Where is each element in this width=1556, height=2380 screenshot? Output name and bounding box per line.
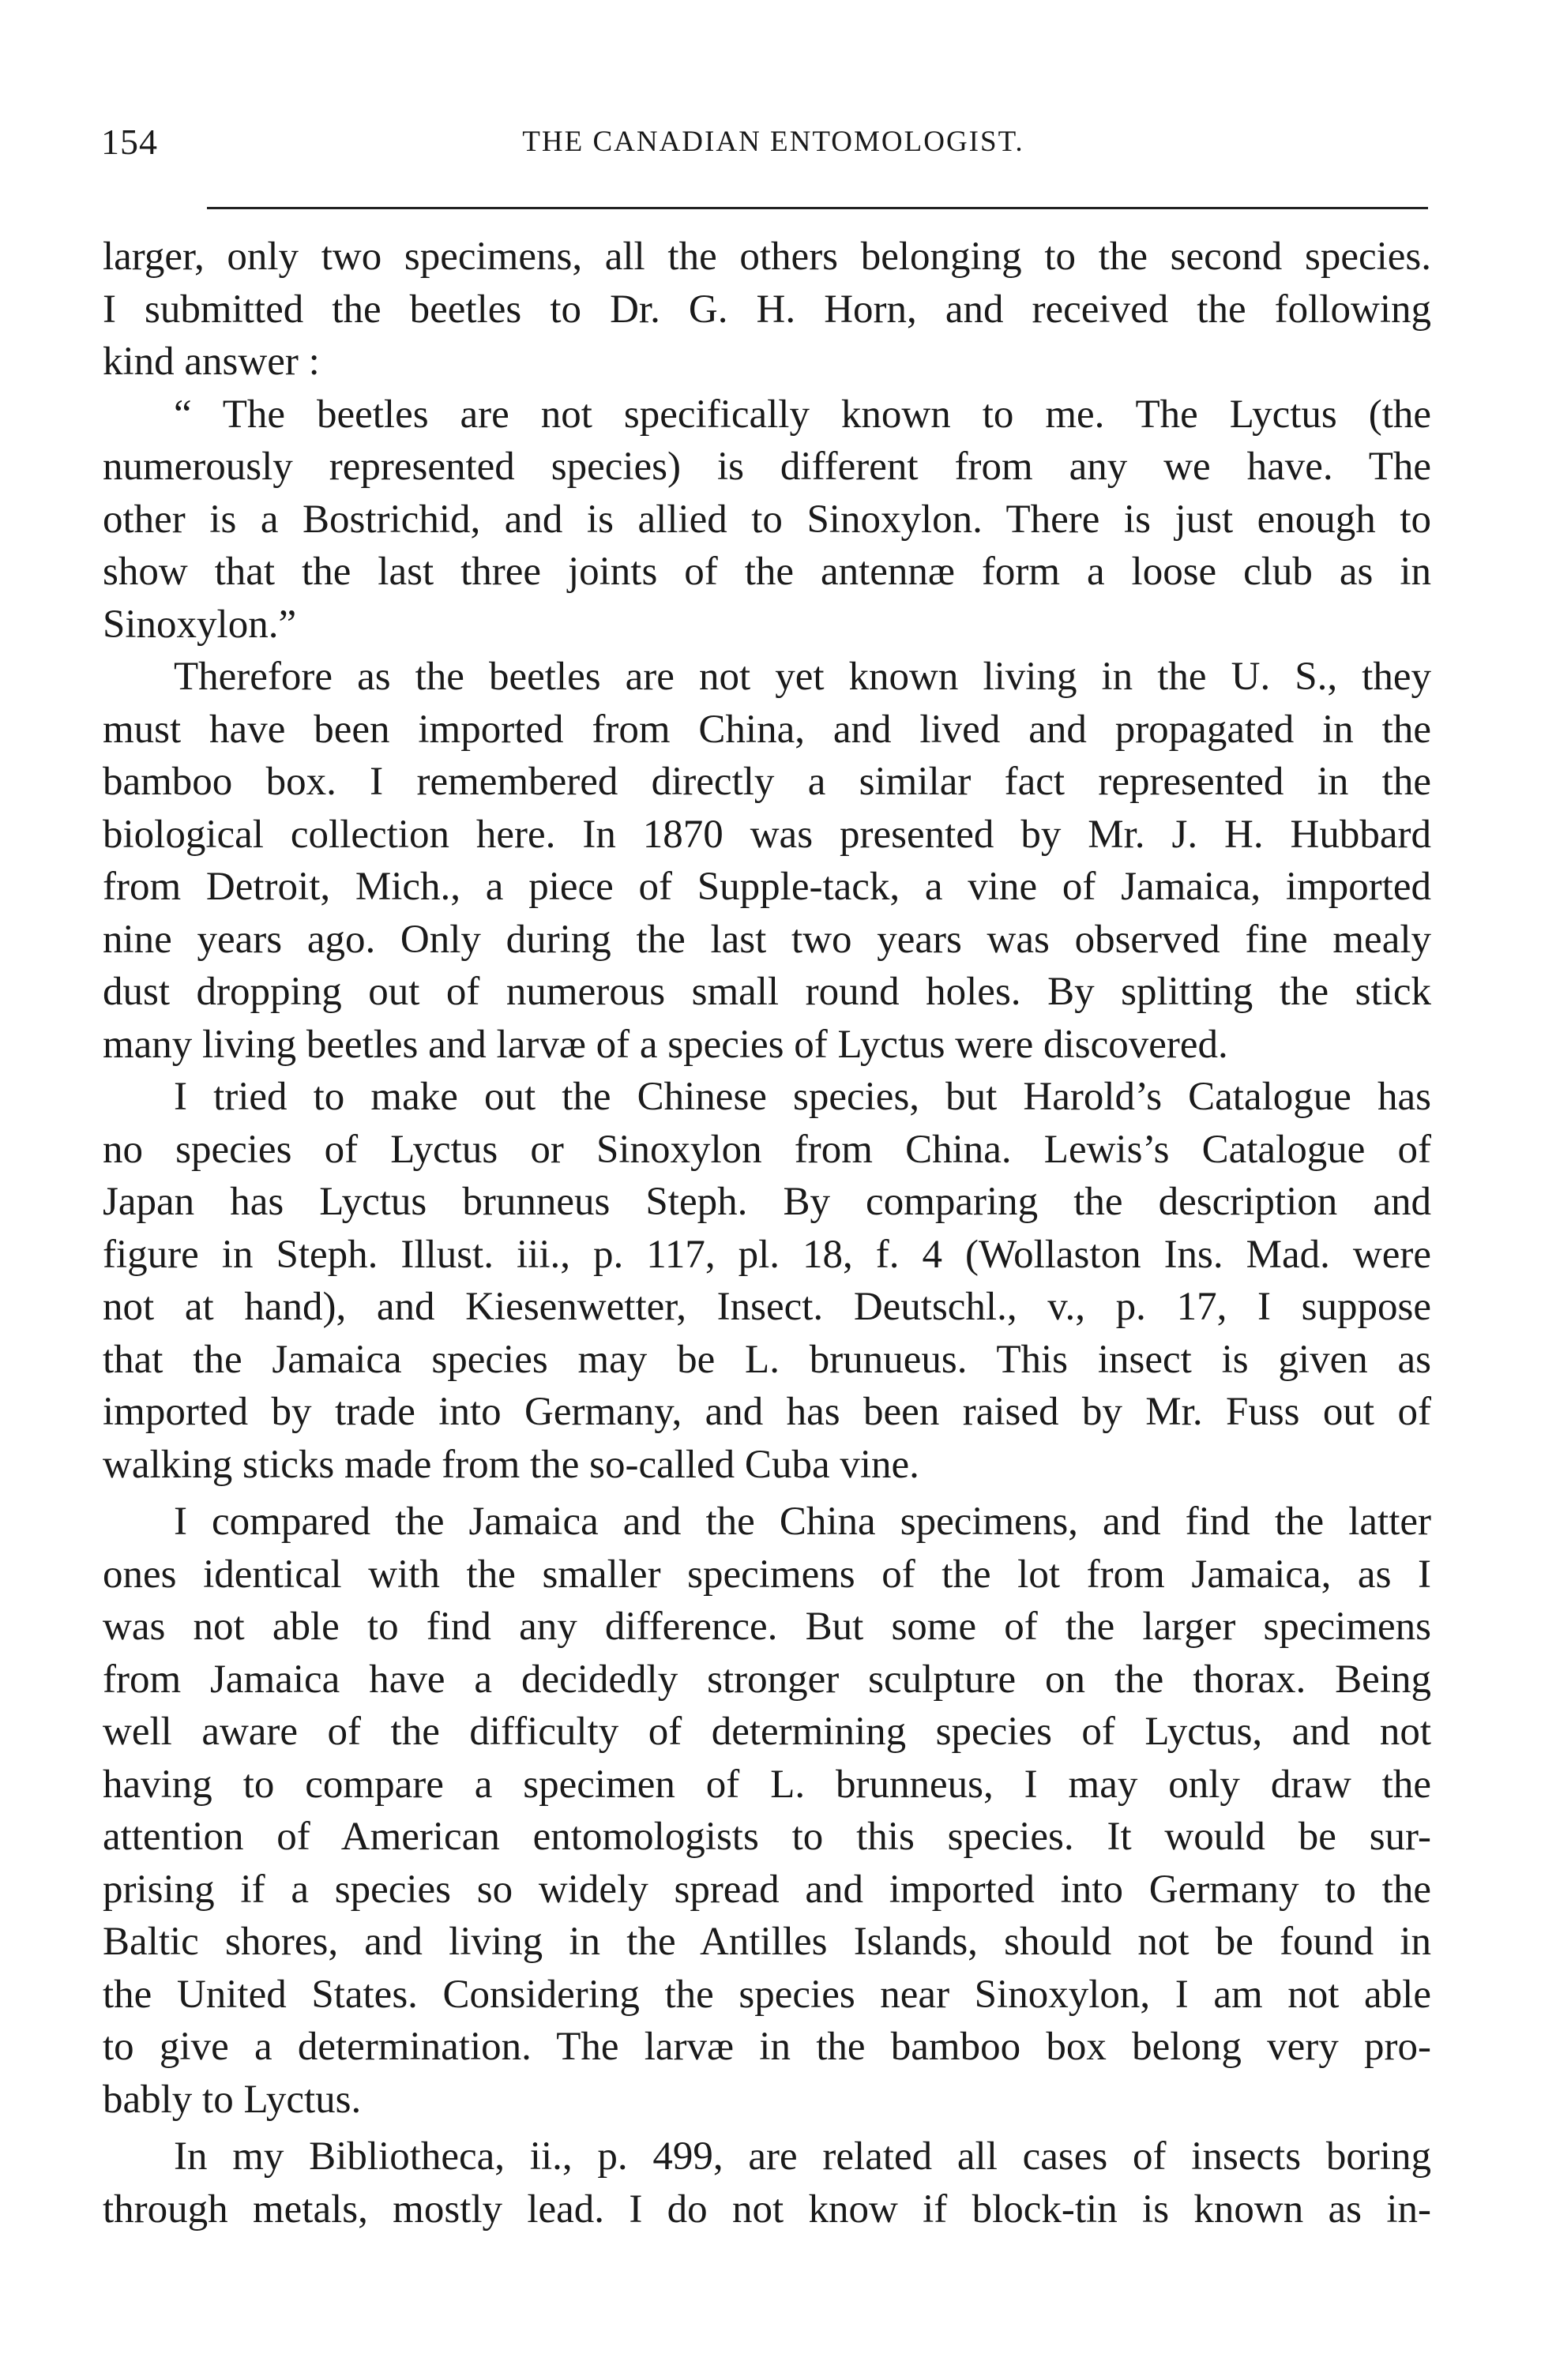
text-line: ones identical with the smaller specimens of the lot from Jamaica, as I [103, 1552, 1431, 1597]
text-line: figure in Steph. Illust. iii., p. 117, pl. 18, f. 4 (Wollaston Ins. Mad. were [103, 1232, 1431, 1277]
text-line: show that the last three joints of the antennæ form a loose club as in [103, 550, 1431, 594]
text-line: larger, only two specimens, all the others belonging to the second species. [103, 235, 1431, 279]
header-rule [207, 207, 1428, 209]
text-line: from Jamaica have a decidedly stronger sculpture on the thorax. Being [103, 1657, 1431, 1702]
journal-title: THE CANADIAN ENTOMOLOGIST. [522, 126, 1024, 158]
body-text [103, 231, 1431, 2235]
text-line: prising if a species so widely spread and imported into Germany to the [103, 1867, 1431, 1912]
text-line: Japan has Lyctus brunneus Steph. By comparing the description and [103, 1180, 1431, 1224]
text-line: imported by trade into Germany, and has been raised by Mr. Fuss out of [103, 1390, 1431, 1434]
text-line: I tried to make out the Chinese species, but Harold’s Catalogue has [174, 1075, 1431, 1119]
text-line: that the Jamaica species may be L. brunueus. This insect is given as [103, 1337, 1431, 1382]
text-line: In my Bibliotheca, ii., p. 499, are related all cases of insects boring [174, 2134, 1431, 2179]
text-line: Sinoxylon.” [103, 602, 297, 647]
text-line: through metals, mostly lead. I do not know if block-tin is known as in- [103, 2187, 1431, 2232]
text-line: no species of Lyctus or Sinoxylon from China. Lewis’s Catalogue of [103, 1127, 1431, 1172]
text-line: biological collection here. In 1870 was presented by Mr. J. H. Hubbard [103, 812, 1431, 857]
text-line: bamboo box. I remembered directly a similar fact represented in the [103, 760, 1431, 804]
text-line: bably to Lyctus. [103, 2077, 362, 2122]
text-line: well aware of the difficulty of determining species of Lyctus, and not [103, 1710, 1431, 1754]
text-line: was not able to find any difference. But some of the larger specimens [103, 1605, 1431, 1649]
text-line: from Detroit, Mich., a piece of Supple-tack, a vine of Jamaica, imported [103, 865, 1431, 909]
text-line: numerously represented species) is different from any we have. The [103, 445, 1431, 489]
text-line: walking sticks made from the so-called Cuba vine. [103, 1442, 919, 1487]
text-line: attention of American entomologists to this species. It would be sur- [103, 1815, 1431, 1859]
text-line: many living beetles and larvæ of a species of Lyctus were discovered. [103, 1022, 1228, 1067]
text-line: kind answer : [103, 340, 320, 384]
text-line: I submitted the beetles to Dr. G. H. Horn, and received the following [103, 287, 1431, 332]
text-line: to give a determination. The larvæ in the bamboo box belong very pro- [103, 2025, 1431, 2069]
text-line: having to compare a specimen of L. brunneus, I may only draw the [103, 1762, 1431, 1807]
text-line: Baltic shores, and living in the Antilles Islands, should not be found in [103, 1920, 1431, 1964]
text-line: nine years ago. Only during the last two years was observed fine mealy [103, 917, 1431, 962]
text-line: must have been imported from China, and lived and propagated in the [103, 707, 1431, 752]
text-line: Therefore as the beetles are not yet known living in the U. S., they [174, 655, 1431, 699]
text-line: not at hand), and Kiesenwetter, Insect. Deutschl., v., p. 17, I suppose [103, 1285, 1431, 1329]
text-line: the United States. Considering the species near Sinoxylon, I am not able [103, 1972, 1431, 2017]
text-line: other is a Bostrichid, and is allied to Sinoxylon. There is just enough to [103, 497, 1431, 542]
page-number: 154 [101, 122, 158, 162]
text-line: “ The beetles are not specifically known to me. The Lyctus (the [174, 392, 1431, 437]
text-line: I compared the Jamaica and the China specimens, and find the latter [174, 1500, 1431, 1544]
running-head [101, 118, 1430, 166]
text-line: dust dropping out of numerous small round holes. By splitting the stick [103, 970, 1431, 1014]
